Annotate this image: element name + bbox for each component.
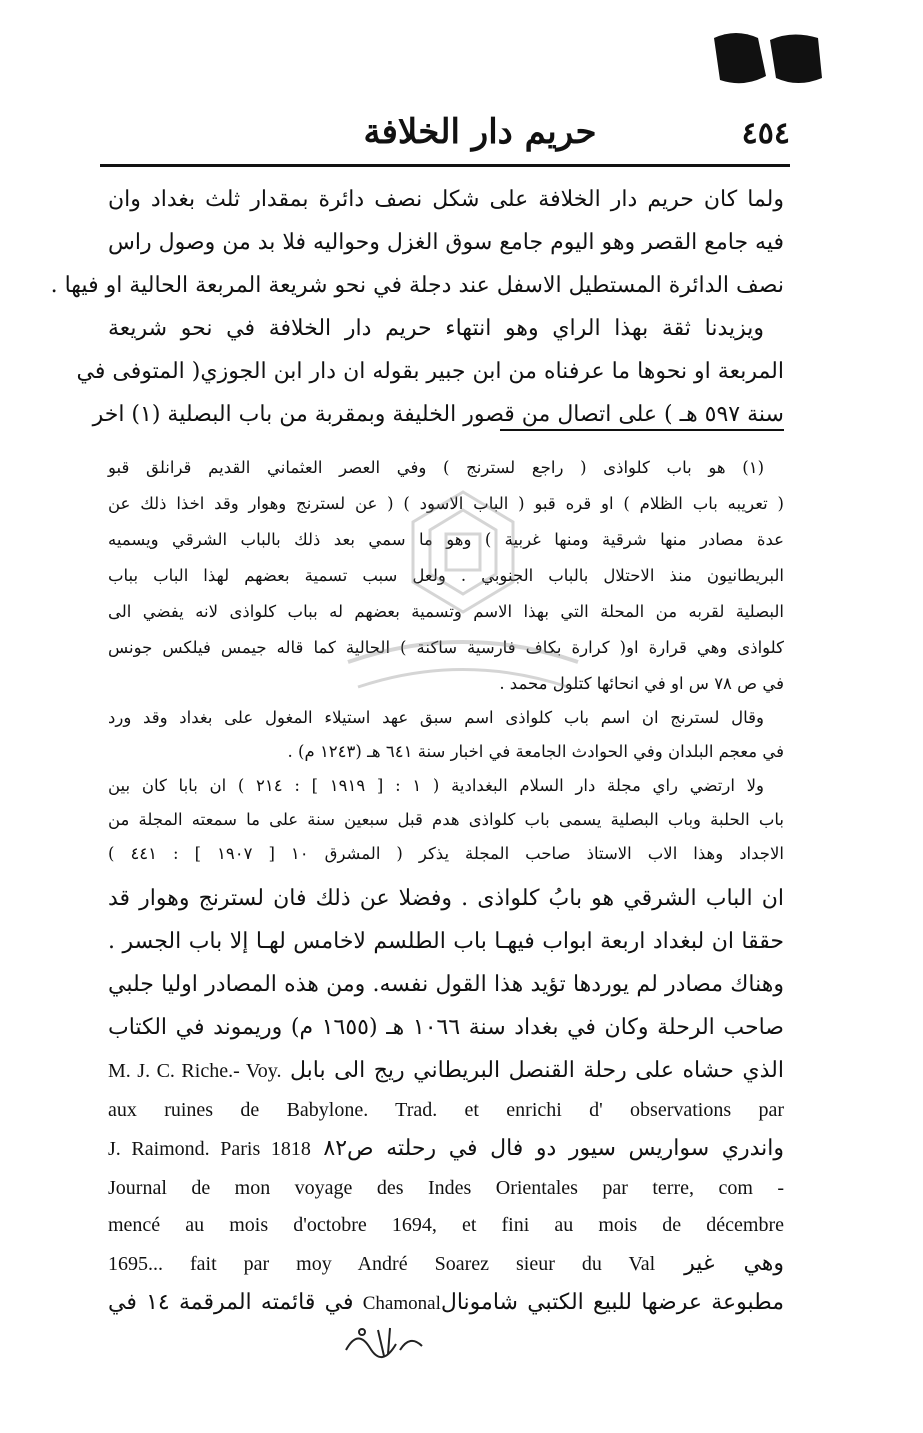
footnote-rule [500,429,784,431]
author-ref: M. J. C. Riche.- Voy. [108,1060,282,1082]
body-line-arabic: الذي حشاه على رحلة القنصل البريطاني ريج الى بابل [289,1058,784,1083]
latin-line: Journal de mon voyage des Indes Orientales par terre, com - [108,1177,784,1199]
footnote-line: باب الحلبة وباب البصلية يسمى باب كلواذى هدم قبل سبعين سنة على ما سمعته المجلة من [108,810,784,829]
page-header [100,112,790,164]
library-seal-watermark-icon [328,482,598,712]
mixed-line [108,1247,784,1281]
body-line: نصف الدائرة المستطيل الاسفل عند دجلة في نحو شريعة المربعة الحالية او فيها . [50,273,784,298]
mixed-line [108,1286,784,1320]
footnote-line: وقال لسترنج ان اسم باب كلواذى اسم سبق عهد استيلاء المغول على بغداد وقد ورد [108,708,764,727]
footnote-line: ولا ارتضي راي مجلة دار السلام البغدادية ( ١ : [ ١٩١٩ ] : ٢١٤ ) ان بابا كان بين [108,776,765,795]
body-line-arabic: واندري سواريس سيور دو فال في رحلته ص٨٢ [323,1136,784,1161]
body-line: ان الباب الشرقي هو بابُ كلواذى . وفضلا عن ذلك فان لسترنج وهوار قد [108,886,784,911]
bookseller-ref: Chamonal [362,1293,441,1314]
body-line: صاحب الرحلة وكان في بغداد سنة ١٠٦٦ هـ (١٦٥٥ م) وريموند في الكتاب [108,1015,784,1040]
footnote-line: في معجم البلدان وفي الحوادث الجامعة في اخبار سنة ٦٤١ هـ (١٢٤٣ م) . [287,742,784,761]
footnote-line: عدة مصادر منها شرقية ومنها غربية ) وهو ما سمي بعد ذلك بالباب الشرقي ويسميه [108,530,784,549]
footnote-line: البريطانيون منذ الاحتلال بالباب الجنوبي . ولعل سبب تسمية بعضهم لهذا الباب بباب [108,566,784,585]
body-line: حققا ان لبغداد اربعة ابواب فيهـا باب الطلسم لاخامس لهـا إلا باب الجسر . [108,929,784,954]
body-line: سنة ٥٩٧ هـ ) على اتصال من قصور الخليفة وبمقربة من باب البصلية (١) اخر [92,402,784,427]
footnote-line: البصلية لقربه من المحلة التي بهذا الاسم وتسمية بعضهم له بباب كلواذى لانه يفضي الى [108,602,784,621]
header-rule [100,164,790,167]
running-title: حريم دار الخلافة [363,112,597,152]
body-line: وهناك مصادر لم يوردها تؤيد هذا القول نفسه. ومن هذه المصادر اوليا جلبي [108,972,784,997]
latin-line: aux ruines de Babylone. Trad. et enrichi d' observations par [108,1099,784,1121]
body-line: فيه جامع القصر وهو اليوم جامع سوق الغزل وحواليه فلا بد من وصول راس [108,230,784,255]
journal-ref: 1695... fait par moy André Soarez sieur du Val [108,1253,656,1275]
body-line-arabic: مطبوعة عرضها للبيع الكتبي شامونال [440,1290,784,1315]
body-line-arabic: في قائمته المرقمة ١٤ في [108,1290,354,1315]
editor-ref: J. Raimond. Paris 1818 [108,1138,311,1160]
body-line: ويزيدنا ثقة بهذا الراي وهو انتهاء حريم دار الخلافة في نحو شريعة [108,316,764,341]
footnote-line: الاجداد وهذا الاب الاستاذ صاحب المجلة يذكر ( المشرق ١٠ [ ١٩٠٧ ] : ٤٤١ ) [108,844,784,863]
mixed-line [108,1054,784,1088]
body-line: ولما كان حريم دار الخلافة على شكل نصف دائرة بمقدار ثلث بغداد وان [108,187,784,212]
footnote-line: كلواذى وهي قرارة او( كرارة بكاف فارسية ساكنة ) الحالية كما قاله جيمس فيلكس جونس [108,638,784,657]
latin-line: mencé au mois d'octobre 1694, et fini au mois de décembre [108,1214,784,1236]
footnote-line: ( تعريبه باب الظلام ) او قره قبو ( الباب الاسود ) ( عن لسترنج وهوار وقد اخذا ذلك عن [108,494,784,513]
footnote-line: في ص ٧٨ س او في انحائها كتلول محمد . [499,674,784,693]
page-number: ٤٥٤ [741,116,790,151]
mixed-line [108,1132,784,1166]
footnote-line: (١) هو باب كلواذى ( راجع لسترنج ) وفي العصر العثماني القديم قرانلق قبو [108,458,764,477]
body-line-arabic: وهي غير [684,1251,785,1276]
body-line: المربعة او نحوها ما عرفناه من ابن جبير بقوله ان دار ابن الجوزي( المتوفى في [76,359,784,384]
ink-stamp-icon [338,1320,428,1360]
corner-tab-mark-icon [706,28,826,90]
